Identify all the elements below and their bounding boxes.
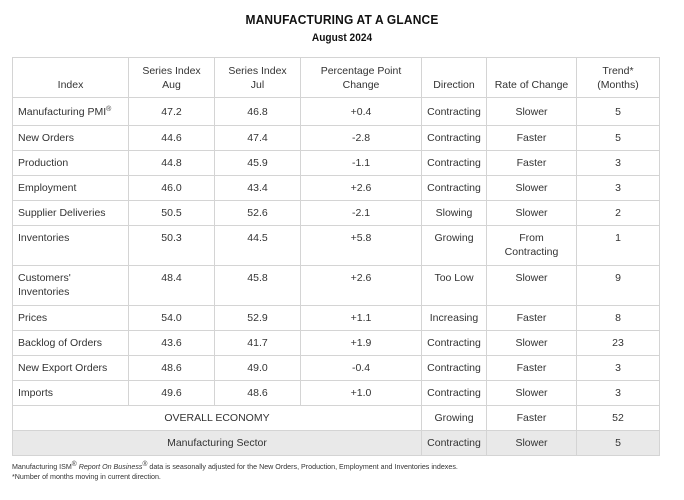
- table-row: [13, 306, 660, 331]
- row-jul: 52.6: [215, 201, 301, 226]
- row-change: -2.1: [301, 201, 422, 226]
- row-direction: Increasing: [422, 306, 487, 331]
- row-trend: 23: [577, 331, 660, 356]
- row-rate: Slower: [487, 201, 577, 226]
- row-aug: 44.8: [129, 151, 215, 176]
- row-change: +2.6: [301, 176, 422, 201]
- table-row: [13, 98, 660, 126]
- footnote-trend: *Number of months moving in current direction.: [12, 472, 161, 481]
- row-jul: 48.6: [215, 381, 301, 406]
- row-change: +1.0: [301, 381, 422, 406]
- table-row: [13, 226, 660, 266]
- row-jul: 46.8: [215, 98, 301, 126]
- row-trend: 5: [577, 98, 660, 126]
- row-trend: 5: [577, 126, 660, 151]
- row-trend: 3: [577, 356, 660, 381]
- row-rate: Slower: [487, 176, 577, 201]
- table-row: [13, 356, 660, 381]
- row-jul: 45.9: [215, 151, 301, 176]
- footnote: [12, 462, 458, 482]
- row-aug: 49.6: [129, 381, 215, 406]
- header-aug: Series Index Aug: [129, 58, 215, 98]
- manufacturing-sector-label: Manufacturing Sector: [13, 431, 422, 456]
- table-row: [13, 381, 660, 406]
- table-row: [13, 151, 660, 176]
- overall-economy-label: OVERALL ECONOMY: [13, 406, 422, 431]
- overall-trend: 52: [577, 406, 660, 431]
- row-jul: 47.4: [215, 126, 301, 151]
- footnote-seasonal: Manufacturing ISM® Report On Business® data is seasonally adjusted for the New Orders, Production, Employment and Inventories indexes.: [12, 461, 458, 471]
- row-change: -0.4: [301, 356, 422, 381]
- header-rate: Rate of Change: [487, 58, 577, 98]
- row-change: +2.6: [301, 266, 422, 306]
- row-jul: 43.4: [215, 176, 301, 201]
- row-aug: 48.6: [129, 356, 215, 381]
- row-direction: Slowing: [422, 201, 487, 226]
- manufacturing-sector-row: [13, 431, 660, 456]
- row-aug: 50.5: [129, 201, 215, 226]
- row-aug: 48.4: [129, 266, 215, 306]
- row-rate: From Contracting: [487, 226, 577, 266]
- row-index: Imports: [13, 381, 129, 406]
- header-direction: Direction: [422, 58, 487, 98]
- row-rate: Slower: [487, 266, 577, 306]
- row-rate: Faster: [487, 151, 577, 176]
- row-aug: 47.2: [129, 98, 215, 126]
- row-index: Inventories: [13, 226, 129, 266]
- row-index: Customers' Inventories: [13, 266, 129, 306]
- table-row: [13, 126, 660, 151]
- manufacturing-table: [12, 57, 660, 456]
- row-trend: 3: [577, 176, 660, 201]
- page-subtitle: August 2024: [311, 32, 373, 44]
- row-index: Backlog of Orders: [13, 331, 129, 356]
- row-index: New Export Orders: [13, 356, 129, 381]
- row-index: Prices: [13, 306, 129, 331]
- row-trend: 1: [577, 226, 660, 266]
- row-direction: Contracting: [422, 98, 487, 126]
- row-rate: Slower: [487, 331, 577, 356]
- row-change: +0.4: [301, 98, 422, 126]
- header-trend: Trend* (Months): [577, 58, 660, 98]
- header-change: Percentage Point Change: [301, 58, 422, 98]
- row-direction: Too Low: [422, 266, 487, 306]
- row-direction: Contracting: [422, 151, 487, 176]
- row-aug: 46.0: [129, 176, 215, 201]
- row-change: +5.8: [301, 226, 422, 266]
- row-rate: Slower: [487, 98, 577, 126]
- row-aug: 43.6: [129, 331, 215, 356]
- row-direction: Contracting: [422, 381, 487, 406]
- row-rate: Faster: [487, 306, 577, 331]
- row-direction: Contracting: [422, 126, 487, 151]
- row-change: +1.9: [301, 331, 422, 356]
- header-row: [13, 58, 660, 98]
- row-jul: 52.9: [215, 306, 301, 331]
- row-trend: 3: [577, 151, 660, 176]
- page-title: MANUFACTURING AT A GLANCE: [245, 12, 439, 27]
- row-change: +1.1: [301, 306, 422, 331]
- row-jul: 41.7: [215, 331, 301, 356]
- overall-direction: Growing: [422, 406, 487, 431]
- row-index: Supplier Deliveries: [13, 201, 129, 226]
- overall-economy-row: [13, 406, 660, 431]
- row-trend: 3: [577, 381, 660, 406]
- header-jul: Series Index Jul: [215, 58, 301, 98]
- table-row: [13, 176, 660, 201]
- sector-trend: 5: [577, 431, 660, 456]
- header-index: Index: [13, 58, 129, 98]
- row-direction: Contracting: [422, 331, 487, 356]
- row-direction: Contracting: [422, 176, 487, 201]
- sector-rate: Slower: [487, 431, 577, 456]
- row-index: Manufacturing PMI®: [13, 98, 129, 126]
- row-trend: 9: [577, 266, 660, 306]
- overall-rate: Faster: [487, 406, 577, 431]
- row-direction: Contracting: [422, 356, 487, 381]
- sector-direction: Contracting: [422, 431, 487, 456]
- row-change: -1.1: [301, 151, 422, 176]
- row-aug: 50.3: [129, 226, 215, 266]
- row-aug: 54.0: [129, 306, 215, 331]
- row-trend: 2: [577, 201, 660, 226]
- row-change: -2.8: [301, 126, 422, 151]
- row-rate: Faster: [487, 126, 577, 151]
- row-rate: Slower: [487, 381, 577, 406]
- row-index: New Orders: [13, 126, 129, 151]
- row-index: Employment: [13, 176, 129, 201]
- row-direction: Growing: [422, 226, 487, 266]
- table-row: [13, 331, 660, 356]
- table-row: [13, 201, 660, 226]
- row-jul: 45.8: [215, 266, 301, 306]
- row-jul: 44.5: [215, 226, 301, 266]
- row-index: Production: [13, 151, 129, 176]
- table-row: [13, 266, 660, 306]
- row-rate: Faster: [487, 356, 577, 381]
- row-jul: 49.0: [215, 356, 301, 381]
- row-trend: 8: [577, 306, 660, 331]
- row-aug: 44.6: [129, 126, 215, 151]
